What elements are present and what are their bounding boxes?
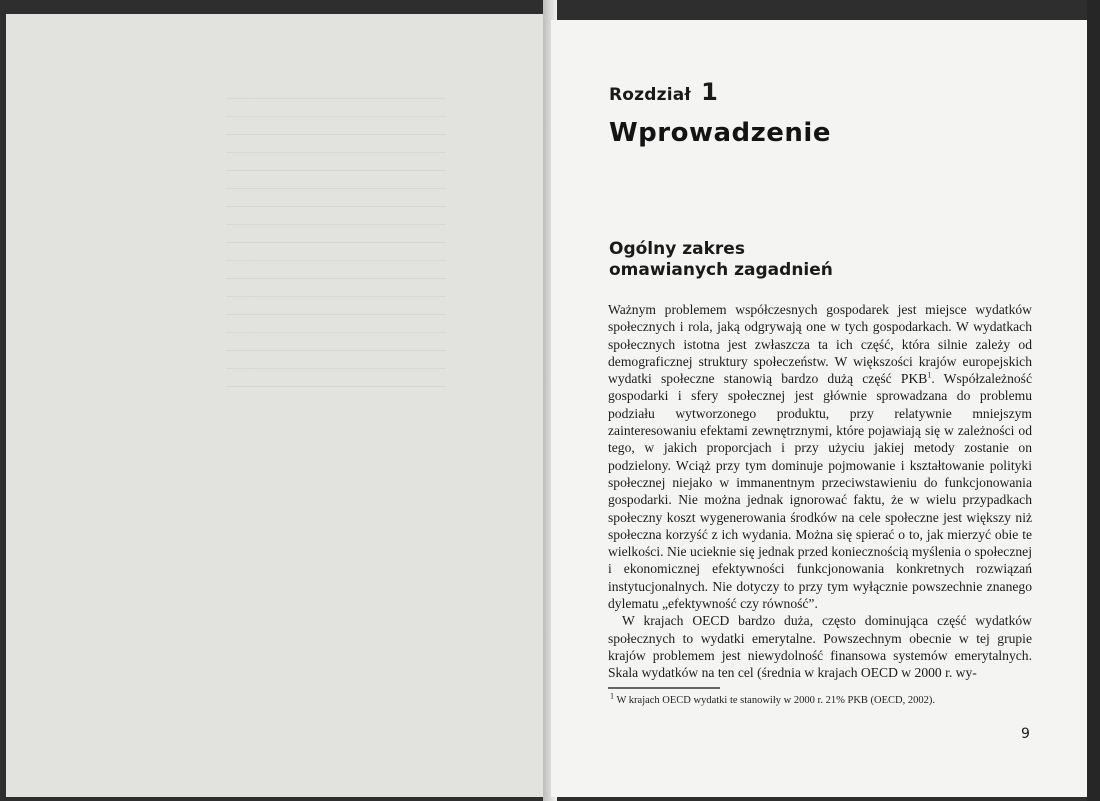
chapter-label	[609, 78, 718, 106]
section-title	[609, 239, 1029, 281]
scan-edge	[1087, 0, 1100, 801]
chapter-label-text: Rozdział	[609, 85, 691, 105]
paragraph-1-part-a: Ważnym problemem współczesnych gospodarek jest miejsce wydatków społecznych i rola, jaką odgrywają one w tych gospodarkach. W wydatkach społecznych istotna jest zwłaszcza ta ich część, która silnie zależy od demograficznej struktury społeczeństw. W większości krajów europejskich wydatki społeczne stanowią bardzo dużą część PKB	[608, 302, 1032, 387]
chapter-title: Wprowadzenie	[609, 118, 831, 148]
footnote-marker: 1	[610, 691, 614, 701]
chapter-number: 1	[701, 78, 718, 106]
footnote	[610, 691, 1030, 706]
paragraph-1-part-b: . Współzależność gospodarki i sfery społecznej jest głównie sprowadzana do problemu podziału wytworzonego produktu, przy relatywnie mniejszym zainteresowaniu efektami zewnętrznymi, które pojawiają się w zależności od tego, w jakich proporcjach i przy użyciu jakiej metody zostanie on podzielony. Wciąż przy tym dominuje pojmowanie i kształtowanie polityki społecznej niejako w immanentnym przeciwstawieniu do funkcjonowania gospodarki. Nie można jednak ignorować faktu, że w wielu przypadkach społeczny koszt wygenerowania środków na cele społeczne jest większy niż społeczna korzyść z ich wydania. Można się spierać o to, jak mierzyć obie te wielkości. Nie ucieknie się jednak przed koniecznością myślenia o społecznej i ekonomicznej efektywności funkcjonowania konkretnych rozwiązań instytucjonalnych. Nie dotyczy to przy tym wyłącznie powszechnie znanego dylematu „efektywność czy równość”.	[608, 371, 1032, 612]
left-page-blank	[6, 14, 543, 797]
paragraph-1	[608, 301, 1032, 612]
right-page	[551, 20, 1087, 797]
bleed-through-text	[226, 84, 446, 404]
footnote-reference: 1	[927, 370, 932, 380]
section-title-line-2: omawianych zagadnień	[609, 260, 833, 280]
section-title-line-1: Ogólny zakres	[609, 239, 745, 259]
body-text	[608, 301, 1032, 682]
paragraph-2: W krajach OECD bardzo duża, często dominująca część wydatków społecznych to wydatki emerytalne. Powszechnym obecnie w tej grupie krajów problemem jest niewydolność finansowa systemów emerytalnych. Skala wydatków na ten cel (średnia w krajach OECD w 2000 r. wy-	[608, 613, 1032, 681]
page-number: 9	[1021, 726, 1030, 742]
footnote-text: W krajach OECD wydatki te stanowiły w 2000 r. 21% PKB (OECD, 2002).	[616, 695, 935, 706]
footnote-divider	[608, 687, 720, 689]
